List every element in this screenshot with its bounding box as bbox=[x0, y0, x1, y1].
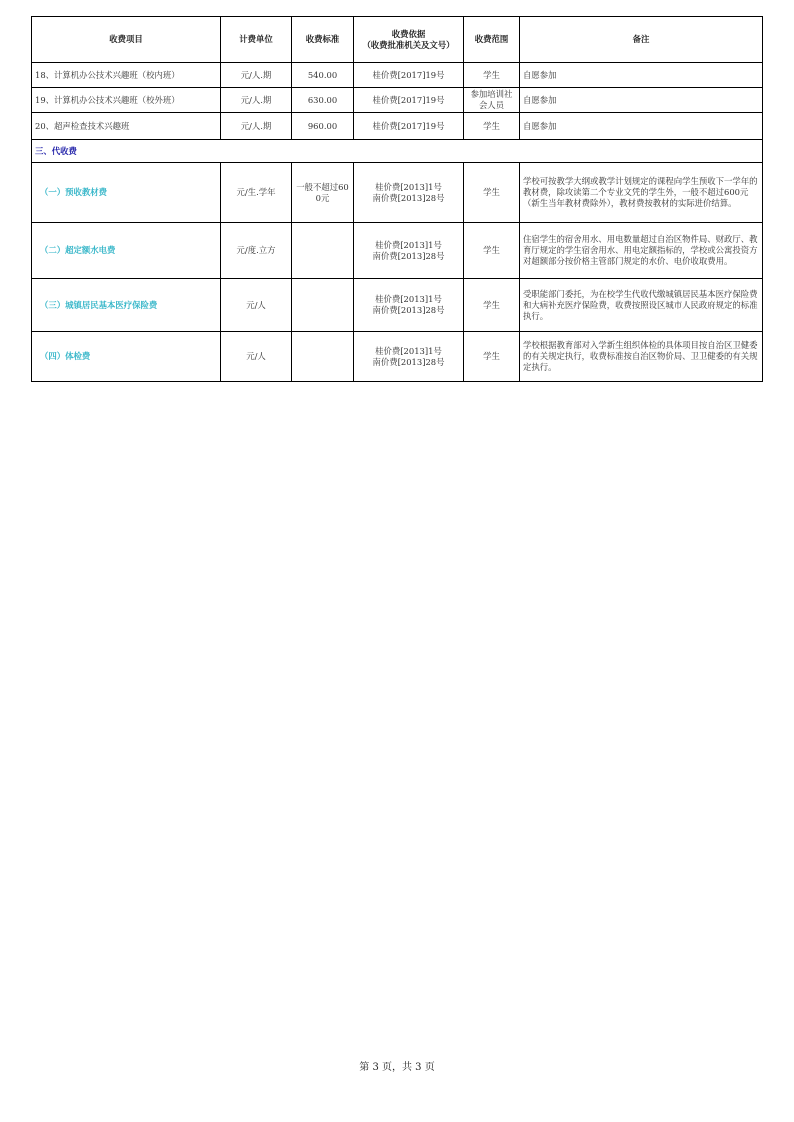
agency-basis-line1: 桂价费[2013]1号 bbox=[375, 345, 442, 356]
header-basis-line2: （收费批准机关及文号） bbox=[362, 39, 455, 50]
table-row bbox=[32, 88, 763, 113]
agency-item: （二）超定额水电费 bbox=[32, 223, 221, 279]
agency-row bbox=[32, 332, 763, 382]
agency-standard bbox=[292, 332, 354, 382]
row-remark: 自愿参加 bbox=[520, 113, 763, 140]
agency-basis-line1: 桂价费[2013]1号 bbox=[375, 294, 442, 304]
row-standard: 540.00 bbox=[292, 63, 354, 88]
fee-table bbox=[31, 16, 763, 382]
table-row bbox=[32, 113, 763, 140]
row-scope: 学生 bbox=[464, 63, 520, 88]
row-unit: 元/人.期 bbox=[221, 113, 292, 140]
agency-remark: 学校可按教学大纲或教学计划规定的课程向学生预收下一学年的教材费，除攻读第二个专业文凭的学生外，一般不超过600元（新生当年教材费除外），教材费按教材的实际进价结算。 bbox=[520, 163, 763, 223]
table-row bbox=[32, 63, 763, 88]
row-basis: 桂价费[2017]19号 bbox=[354, 88, 464, 113]
header-remark: 备注 bbox=[520, 17, 763, 63]
header-unit: 计费单位 bbox=[221, 17, 292, 63]
header-scope: 收费范围 bbox=[464, 17, 520, 63]
row-scope: 学生 bbox=[464, 113, 520, 140]
row-unit: 元/人.期 bbox=[221, 63, 292, 88]
row-item: 20、超声检查技术兴趣班 bbox=[32, 113, 221, 140]
header-basis-line1: 收费依据 bbox=[391, 28, 426, 39]
agency-basis-line1: 桂价费[2013]1号 bbox=[375, 239, 442, 250]
row-remark: 自愿参加 bbox=[520, 88, 763, 113]
page-number: 第 3 页，共 3 页 bbox=[359, 1062, 435, 1073]
agency-standard bbox=[292, 223, 354, 279]
agency-basis-line2: 南价费[2013]28号 bbox=[372, 356, 445, 367]
header-basis bbox=[354, 17, 464, 63]
row-scope: 参加培训社会人员 bbox=[464, 88, 520, 113]
section-row bbox=[32, 140, 763, 163]
agency-basis bbox=[354, 163, 464, 223]
row-item: 18、计算机办公技术兴趣班（校内班） bbox=[32, 63, 221, 88]
header-item: 收费项目 bbox=[32, 17, 221, 63]
agency-row bbox=[32, 279, 763, 332]
agency-scope: 学生 bbox=[464, 223, 520, 279]
agency-row bbox=[32, 223, 763, 279]
agency-remark: 受职能部门委托，为在校学生代收代缴城镇居民基本医疗保险费和大病补充医疗保险费，收费按照设区城市人民政府规定的标准执行。 bbox=[520, 279, 763, 332]
agency-basis-line2: 南价费[2013]28号 bbox=[372, 250, 445, 261]
agency-basis-line2: 南价费[2013]28号 bbox=[372, 192, 445, 203]
agency-unit: 元/生.学年 bbox=[221, 163, 292, 223]
agency-remark: 住宿学生的宿舍用水、用电数量超过自治区物件局、财政厅、教育厅规定的学生宿舍用水、用电定额指标的，学校或公寓投资方对超额部分按价格主管部门规定的水价、电价收取费用。 bbox=[520, 223, 763, 279]
agency-item: （三）城镇居民基本医疗保险费 bbox=[32, 279, 221, 332]
agency-basis bbox=[354, 279, 464, 332]
agency-item: （四）体检费 bbox=[32, 332, 221, 382]
section-title: 三、代收费 bbox=[32, 140, 763, 163]
agency-basis bbox=[354, 223, 464, 279]
agency-remark: 学校根据教育部对入学新生组织体检的具体项目按自治区卫健委的有关规定执行，收费标准按自治区物价局、卫卫健委的有关规定执行。 bbox=[520, 332, 763, 382]
row-basis: 桂价费[2017]19号 bbox=[354, 63, 464, 88]
agency-row bbox=[32, 163, 763, 223]
row-basis: 桂价费[2017]19号 bbox=[354, 113, 464, 140]
agency-basis-line1: 桂价费[2013]1号 bbox=[375, 181, 442, 192]
row-unit: 元/人.期 bbox=[221, 88, 292, 113]
agency-standard: 一般不超过600元 bbox=[292, 163, 354, 223]
agency-basis bbox=[354, 332, 464, 382]
row-standard: 630.00 bbox=[292, 88, 354, 113]
agency-unit: 元/人 bbox=[221, 332, 292, 382]
agency-scope: 学生 bbox=[464, 332, 520, 382]
agency-item: （一）预收教材费 bbox=[32, 163, 221, 223]
agency-basis-line2: 南价费[2013]28号 bbox=[372, 305, 445, 315]
row-remark: 自愿参加 bbox=[520, 63, 763, 88]
agency-standard bbox=[292, 279, 354, 332]
row-standard: 960.00 bbox=[292, 113, 354, 140]
agency-scope: 学生 bbox=[464, 163, 520, 223]
row-item: 19、计算机办公技术兴趣班（校外班） bbox=[32, 88, 221, 113]
agency-unit: 元/度.立方 bbox=[221, 223, 292, 279]
agency-scope: 学生 bbox=[464, 279, 520, 332]
table-header-row bbox=[32, 17, 763, 63]
agency-unit: 元/人 bbox=[221, 279, 292, 332]
header-standard: 收费标准 bbox=[292, 17, 354, 63]
